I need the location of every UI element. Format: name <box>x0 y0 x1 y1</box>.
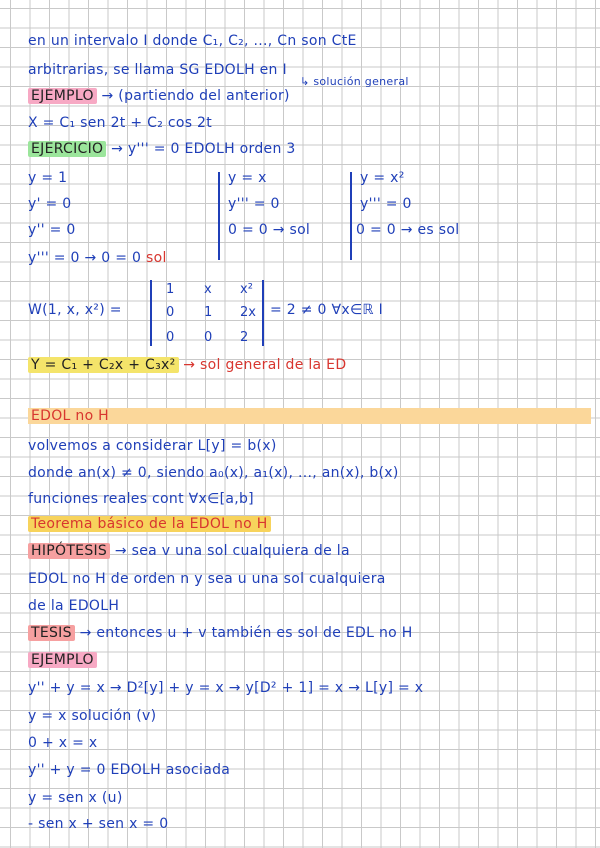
wronskian-label: W(1, x, x²) = <box>28 302 122 318</box>
text-line: volvemos a considerar L[y] = b(x) <box>28 438 277 454</box>
equation: y = x solución (v) <box>28 708 157 724</box>
general-solution-note: → sol general de la ED <box>183 357 347 373</box>
col1-line: y' = 0 <box>28 196 72 212</box>
theorem-title: Teorema básico de la EDOL no H <box>28 516 271 532</box>
divider <box>218 172 220 260</box>
matrix-bar-right <box>262 280 264 346</box>
equation: y = sen x (u) <box>28 790 123 806</box>
example-tag: EJEMPLO <box>28 88 97 104</box>
col2-line: 0 = 0 → sol <box>228 222 311 238</box>
matrix-bar-left <box>150 280 152 346</box>
col1-line: y'' = 0 <box>28 222 76 238</box>
thesis-text: → entonces u + v también es sol de EDL no H <box>79 625 413 641</box>
matrix-cell: 2 <box>240 330 249 345</box>
text-line: arbitrarias, se llama SG EDOLH en I <box>28 62 287 78</box>
thesis-tag: TESIS <box>28 625 75 641</box>
equation: - sen x + sen x = 0 <box>28 816 169 832</box>
col3-line: y = x² <box>360 170 405 186</box>
equation: 0 + x = x <box>28 735 98 751</box>
equation: y'' + y = x → D²[y] + y = x → y[D² + 1] = x → L[y] = x <box>28 680 424 696</box>
matrix-cell: x² <box>240 282 253 297</box>
exercise-text: → y''' = 0 EDOLH orden 3 <box>111 141 296 157</box>
text-line: en un intervalo I donde C₁, C₂, ..., Cn son CtE <box>28 33 357 49</box>
thesis-line <box>28 625 413 641</box>
example-tag: EJEMPLO <box>28 652 97 668</box>
example-text: → (partiendo del anterior) <box>101 88 290 104</box>
text-line: de la EDOLH <box>28 598 120 614</box>
text-line: donde an(x) ≠ 0, siendo a₀(x), a₁(x), ..., an(x), b(x) <box>28 465 399 481</box>
divider <box>350 172 352 260</box>
col2-line: y = x <box>228 170 267 186</box>
hypothesis-line <box>28 543 350 559</box>
text-line: funciones reales cont ∀x∈[a,b] <box>28 491 254 507</box>
col1-text: y''' = 0 → 0 = 0 <box>28 250 142 266</box>
general-solution: Y = C₁ + C₂x + C₃x² <box>28 357 179 373</box>
theorem-line <box>28 516 271 532</box>
hypothesis-text: → sea v una sol cualquiera de la <box>114 543 350 559</box>
sol-label: sol <box>146 250 167 266</box>
annotation: ↳ solución general <box>300 75 409 88</box>
section-highlight <box>28 408 591 424</box>
general-solution-line <box>28 357 346 373</box>
matrix-cell: 0 <box>204 330 213 345</box>
matrix-cell: 0 <box>166 330 175 345</box>
col3-line: y''' = 0 <box>360 196 412 212</box>
col1-line <box>28 250 167 266</box>
col2-line: y''' = 0 <box>228 196 280 212</box>
matrix-cell: x <box>204 282 212 297</box>
exercise-line <box>28 141 296 157</box>
hypothesis-tag: HIPÓTESIS <box>28 543 110 559</box>
equation: X = C₁ sen 2t + C₂ cos 2t <box>28 115 213 131</box>
matrix-cell: 1 <box>166 282 175 297</box>
col3-line: 0 = 0 → es sol <box>356 222 460 238</box>
equation: y'' + y = 0 EDOLH asociada <box>28 762 231 778</box>
col1-line: y = 1 <box>28 170 68 186</box>
matrix-cell: 0 <box>166 305 175 320</box>
matrix-cell: 2x <box>240 305 256 320</box>
exercise-tag: EJERCICIO <box>28 141 106 157</box>
wronskian-result: = 2 ≠ 0 ∀x∈ℝ I <box>270 302 384 318</box>
text-line: EDOL no H de orden n y sea u una sol cualquiera <box>28 571 386 587</box>
section-title: EDOL no H <box>31 408 110 424</box>
example-line <box>28 88 290 104</box>
matrix-cell: 1 <box>204 305 213 320</box>
example-line <box>28 652 97 668</box>
